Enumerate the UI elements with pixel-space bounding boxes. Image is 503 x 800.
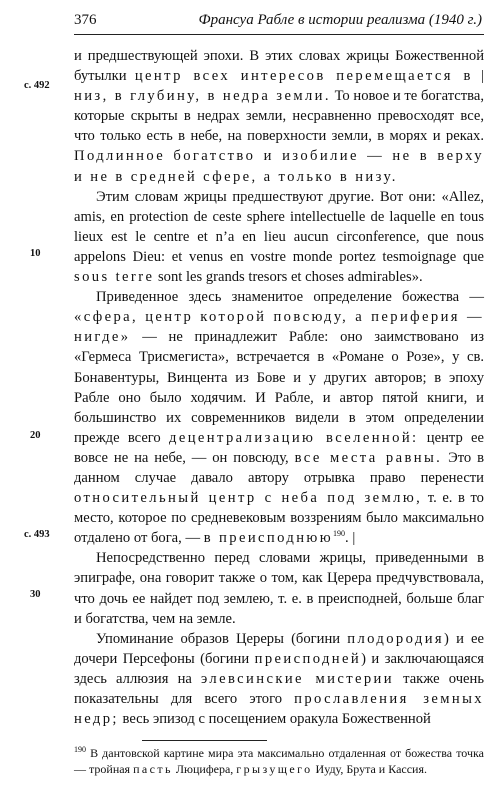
body-text [74, 46, 484, 729]
paragraph: Приведенное здесь знаменитое определение божества — «сфера, центр которой повсюду, а периферия — нигде» — не принадлежит Рабле: оно заимствовано из «Гермеса Трисмегиста», встречается в «Романе о Розе», у св. Бонавентуры, Винцента из Бове и у других авторов; в эпоху Рабле оно было ходячим. И Рабле, и автор пятой книги, и большинство их современников видели в этом определении прежде всего децентрализацию вселенной: центр ее вовсе не на небе, — он повсюду, все места равны. Это в данном случае давало автору отрывка право перенести относительный центр с неба под землю, т. е. в то место, которое по средневековым воззрениям было максимально отдалено от бога, — в преисподнюю$^{190}$. | [74, 289, 485, 547]
page-number: 376 [74, 12, 97, 28]
footnote-number: 190 [74, 745, 86, 754]
footnote: $^{190}$ В дантовской картине мира эта максимально отдаленная от божества точка — тройная пасть Люцифера, грызущего Иуду, Брута и Кассия. [74, 745, 484, 776]
margin-page-ref-492: с. 492 [24, 80, 50, 91]
paragraph: Непосредственно перед словами жрицы, приведенными в эпиграфе, она говорит также о том, как Церера предчувствовала, что дочь ее найдет под землею, т. е. в преисподней, больше благ и богатства, чем на земле. [74, 550, 484, 627]
footnote-ref: 190 [333, 529, 346, 539]
margin-line-number-30: 30 [30, 589, 41, 600]
running-title: Франсуа Рабле в истории реализма (1940 г.) [198, 12, 482, 28]
paragraph: Упоминание образов Цереры (богини плодородия) и ее дочери Персефоны (богини преисподней) и заключающаяся здесь аллюзия на элевсинские мистерии также очень показательны для всего этого прославления земных недр; весь эпизод с посещением оракула Божественной [74, 630, 485, 728]
header-rule [74, 34, 484, 35]
page-header [74, 10, 482, 32]
margin-page-ref-493: с. 493 [24, 529, 50, 540]
paragraph: Этим словам жрицы предшествуют другие. Вот они: «Allez, amis, en protection de ceste sphere intellectuelle de laquelle en tous lieux est le centre et n’a en lieu aucun circonference, que nous appelons Dieu: et venus en vostre monde portez tesmoignage que sous terre sont les grands tresors et choses admirables». [74, 188, 484, 286]
margin-line-number-10: 10 [30, 248, 41, 259]
footnote-rule [142, 740, 267, 741]
margin-line-number-20: 20 [30, 430, 41, 441]
paragraph: и предшествующей эпохи. В этих словах жрицы Божественной бутылки центр всех интересов перемещается в | низ, в глубину, в недра земли. То новое и те богатства, которые скрыты в недрах земли, несравненно превосходят все, что только есть в небе, на поверхности земли, в морях и реках. Подлинное богатство и изобилие — не в верху и не в средней сфере, а только в низу. [74, 48, 484, 185]
